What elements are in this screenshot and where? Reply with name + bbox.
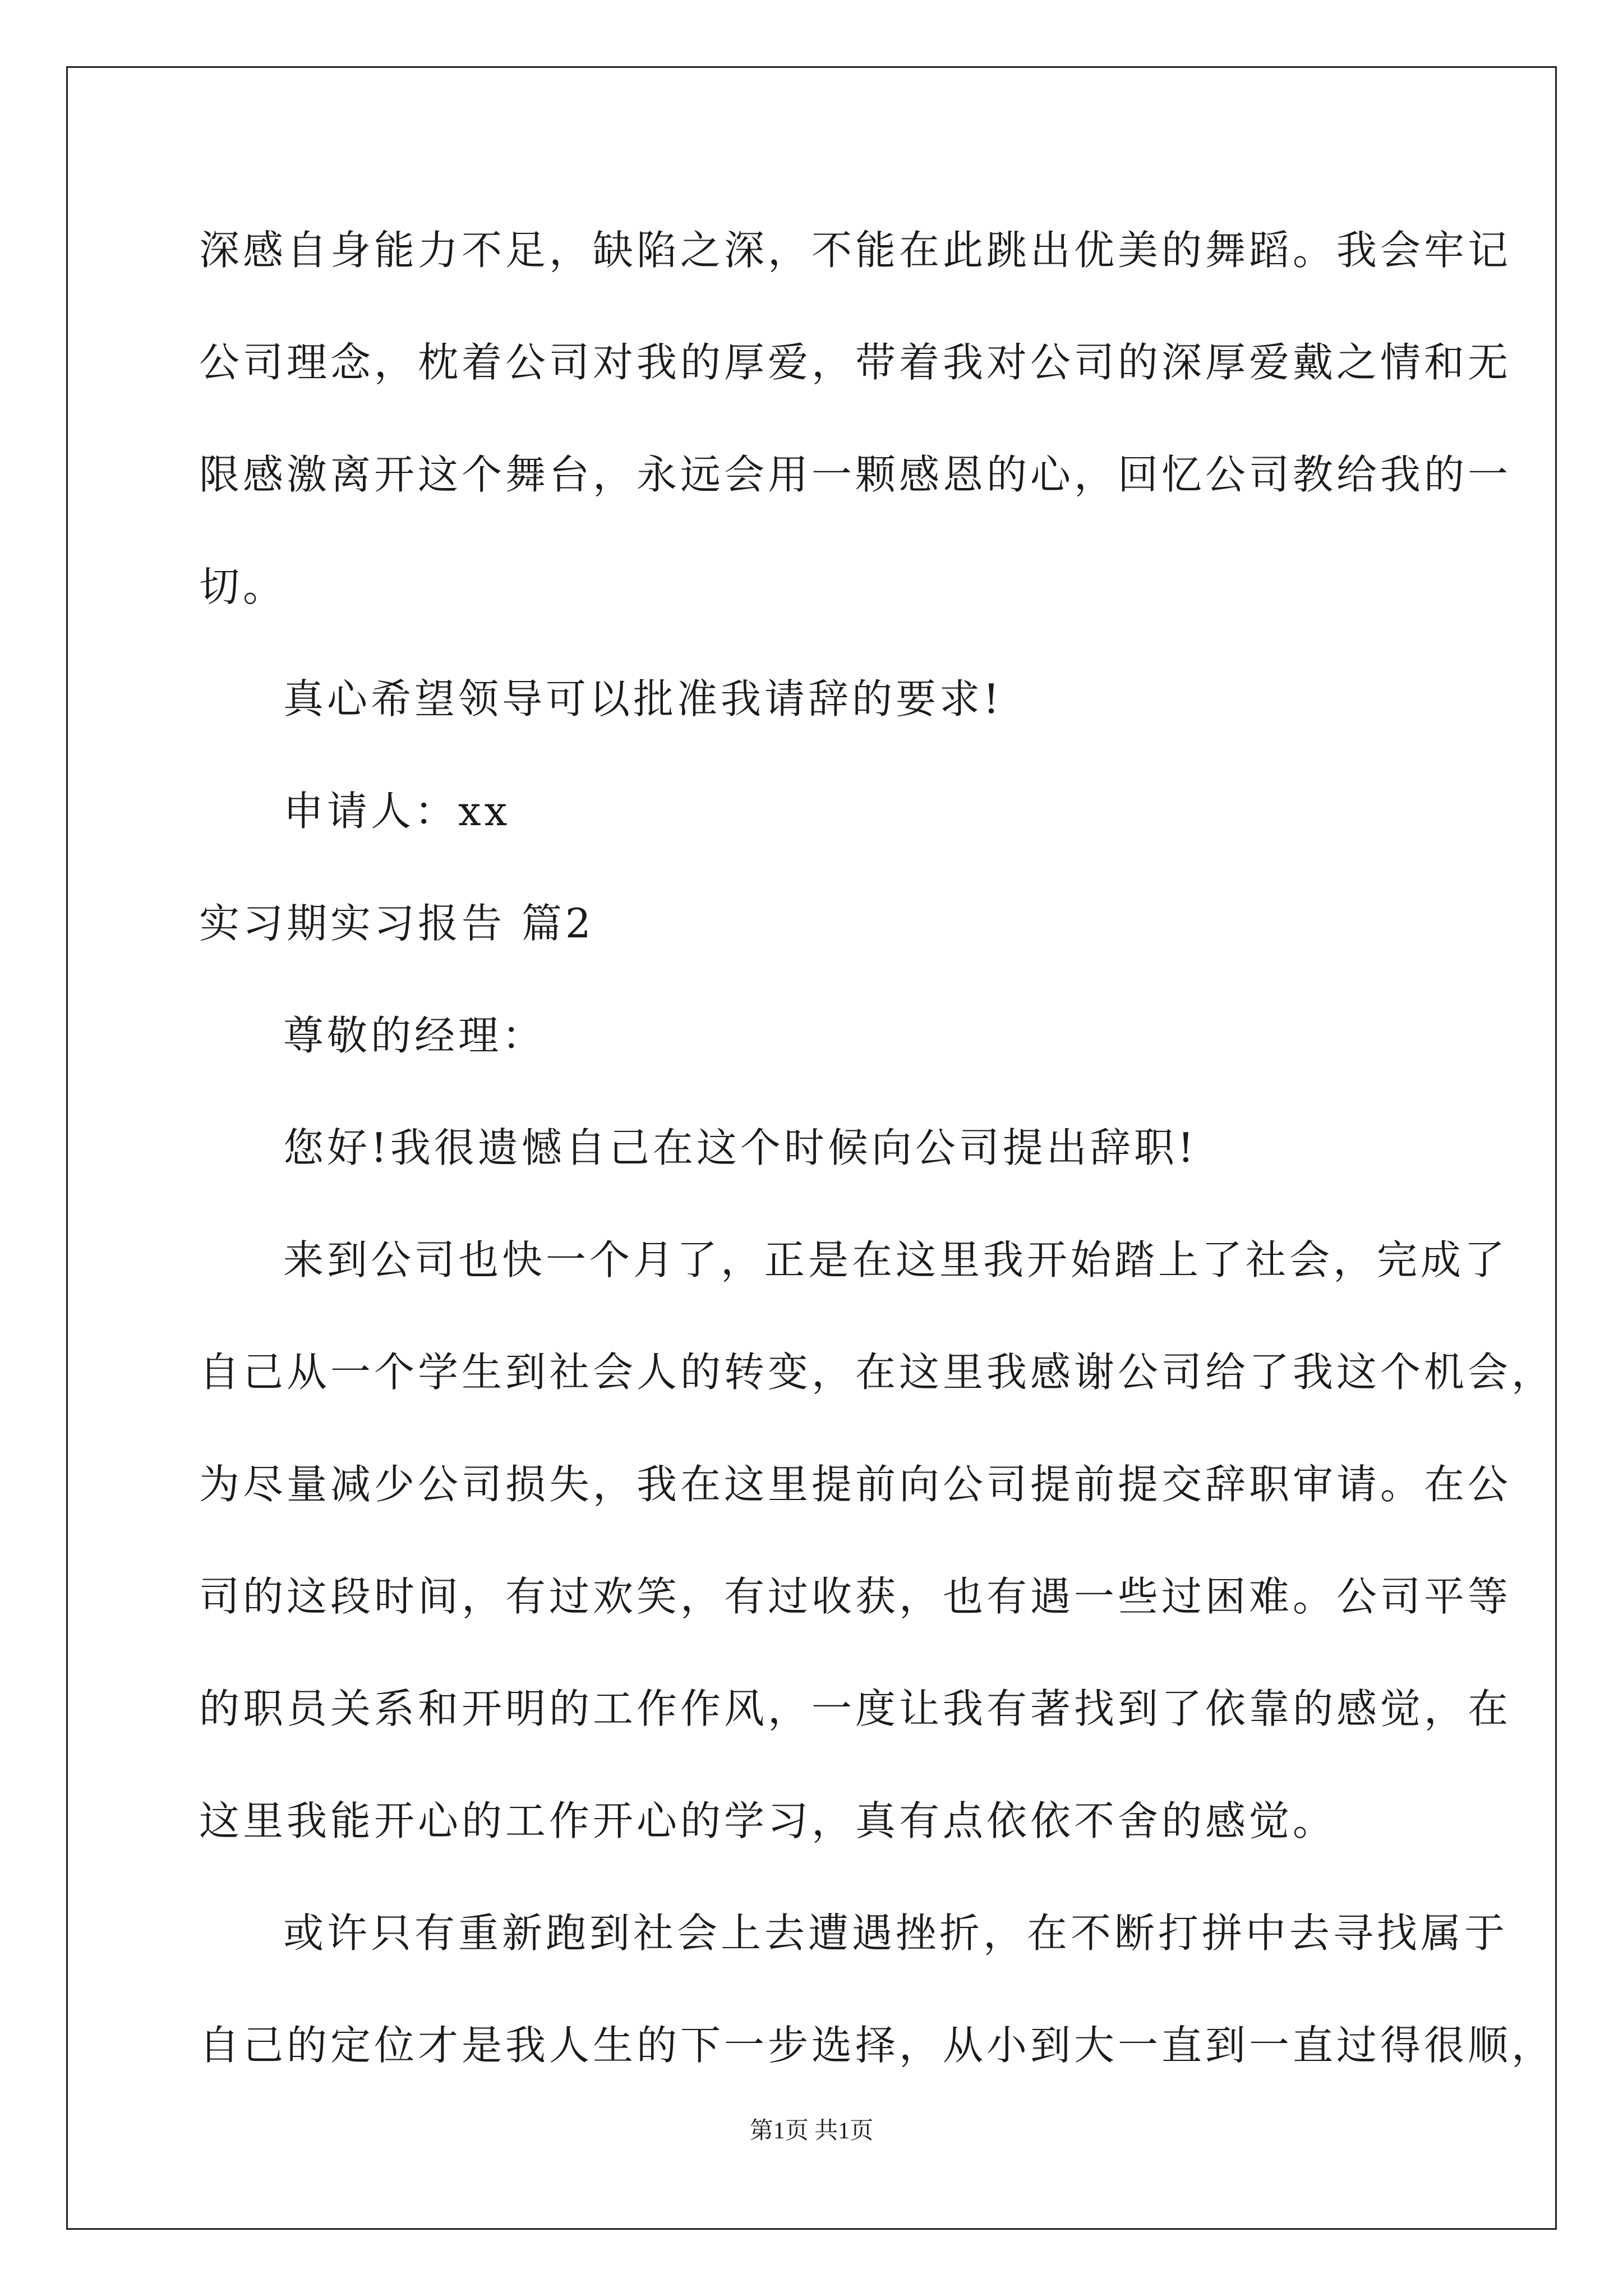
- paragraph-line: 为尽量减少公司损失，我在这里提前向公司提前提交辞职审请。在公: [199, 1461, 1512, 1508]
- salutation: 尊敬的经理：: [283, 1012, 546, 1059]
- paragraph-line: 深感自身能力不足，缺陷之深，不能在此跳出优美的舞蹈。我会牢记: [199, 227, 1512, 274]
- paragraph-line: 真心希望领导可以批准我请辞的要求!: [283, 675, 1003, 723]
- paragraph-line: 限感激离开这个舞台，永远会用一颗感恩的心，回忆公司教给我的一: [199, 451, 1512, 498]
- paragraph-line: 的职员关系和开明的工作作风，一度让我有著找到了依靠的感觉，在: [199, 1685, 1512, 1732]
- signature-line: 申请人：xx: [283, 788, 511, 835]
- paragraph-line: 或许只有重新跑到社会上去遭遇挫折，在不断打拼中去寻找属于: [283, 1910, 1509, 1957]
- paragraph-line: 来到公司也快一个月了，正是在这里我开始踏上了社会，完成了: [283, 1236, 1509, 1283]
- paragraph-line: 自己的定位才是我人生的下一步选择，从小到大一直到一直过得很顺，: [199, 2022, 1556, 2069]
- paragraph-line: 切。: [199, 563, 287, 610]
- paragraph-line: 公司理念，枕着公司对我的厚爱，带着我对公司的深厚爱戴之情和无: [199, 339, 1512, 386]
- paragraph-line: 自己从一个学生到社会人的转变，在这里我感谢公司给了我这个机会，: [199, 1349, 1556, 1396]
- paragraph-line: 司的这段时间，有过欢笑，有过收获，也有遇一些过困难。公司平等: [199, 1573, 1512, 1620]
- page-footer: 第1页 共1页: [749, 2118, 874, 2144]
- section-heading: 实习期实习报告 篇2: [199, 900, 594, 947]
- paragraph-line: 您好!我很遗憾自己在这个时候向公司提出辞职!: [283, 1124, 1197, 1171]
- paragraph-line: 这里我能开心的工作开心的学习，真有点依依不舍的感觉。: [199, 1797, 1337, 1844]
